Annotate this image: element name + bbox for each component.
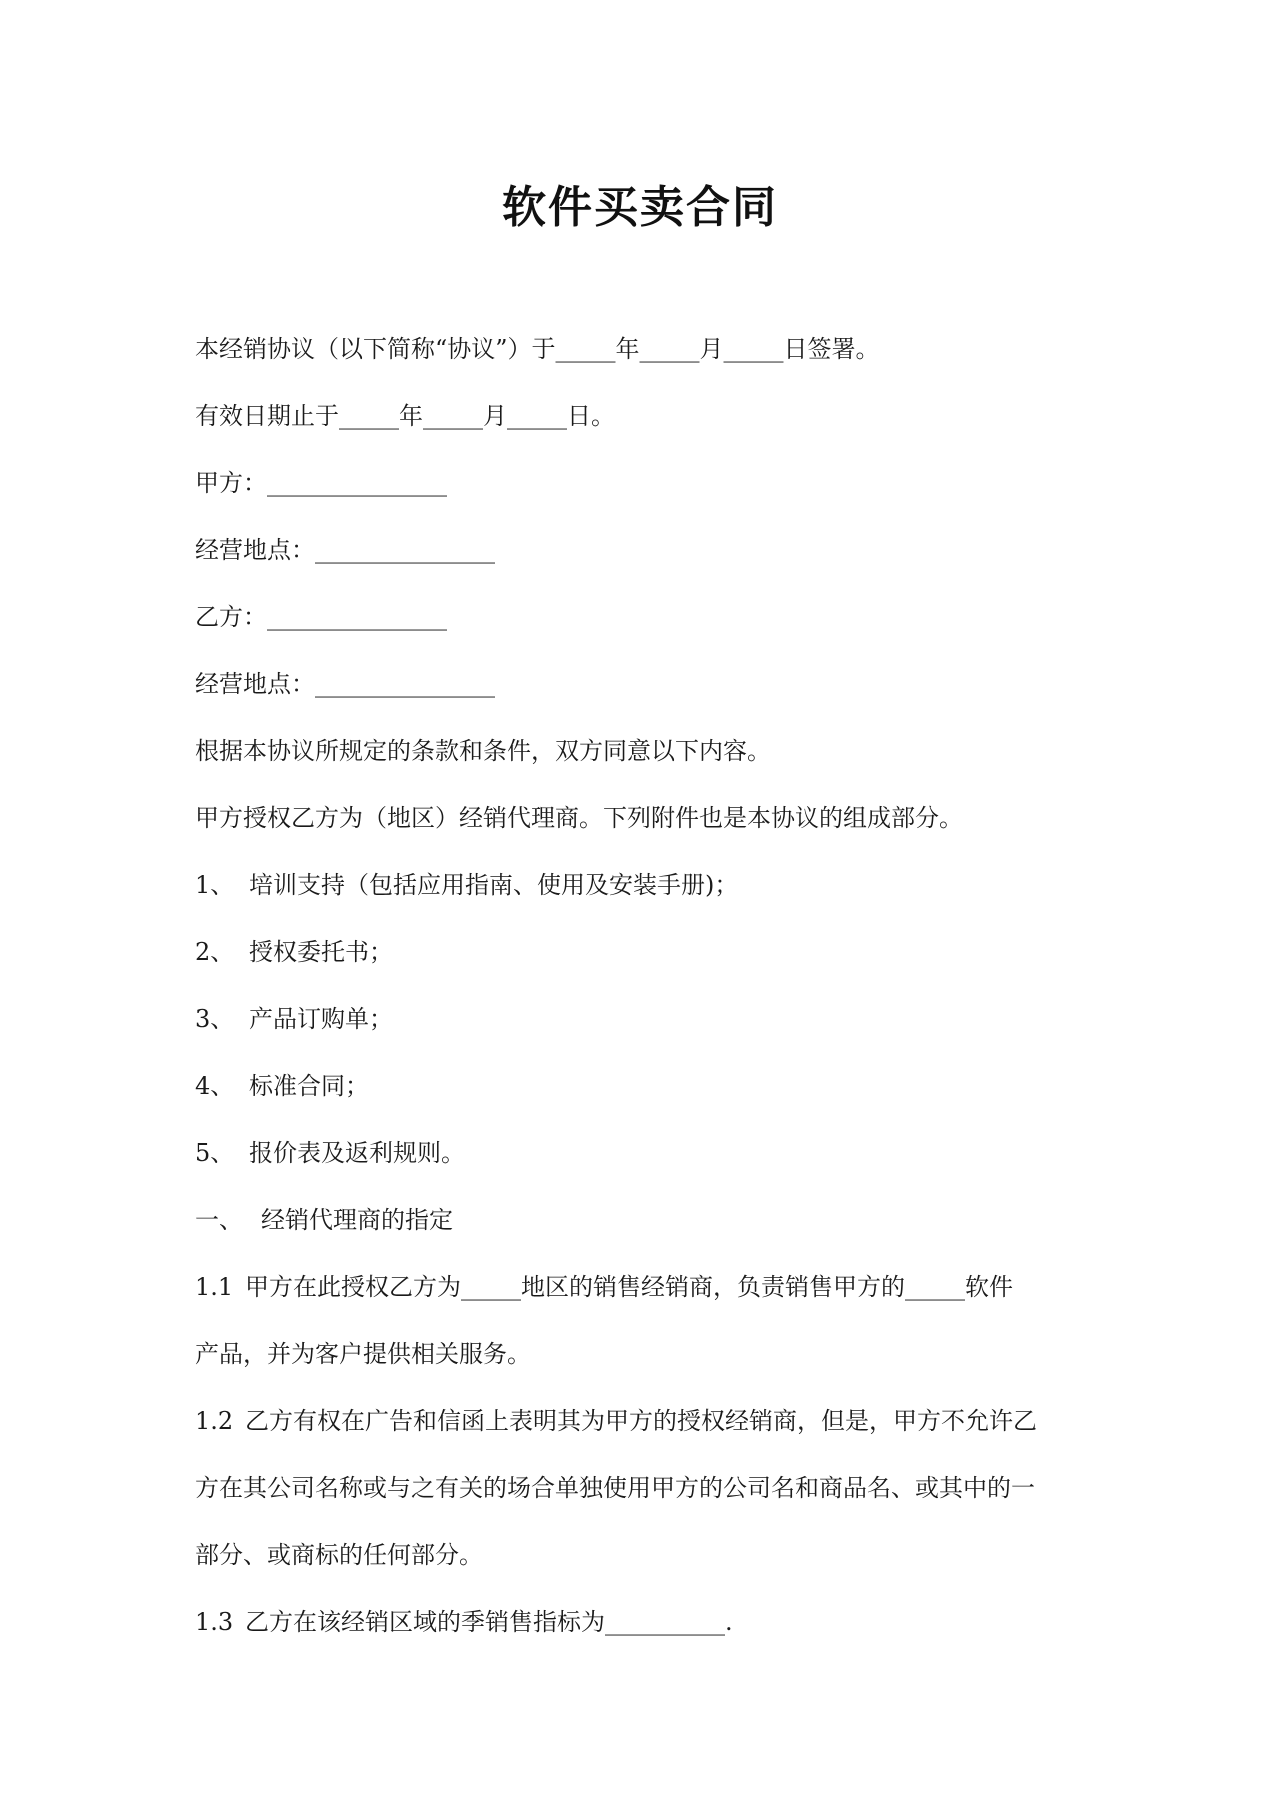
attachment-text: 产品订购单； <box>249 1005 393 1033</box>
attachment-item <box>195 1003 1095 1035</box>
attachment-number: 1、 <box>195 871 235 899</box>
clause-number: 1.1 <box>195 1273 234 1301</box>
attachment-item <box>195 1137 1095 1169</box>
clause-text: 乙方有权在广告和信函上表明其为甲方的授权经销商，但是，甲方不允许乙 <box>245 1407 1037 1435</box>
party-b-location-line: 经营地点：_______________ <box>195 670 495 698</box>
attachment-number: 3、 <box>195 1005 235 1033</box>
attachment-text: 报价表及返利规则。 <box>249 1139 465 1167</box>
document-body <box>195 333 1095 1673</box>
attachment-number: 4、 <box>195 1072 235 1100</box>
attachment-item <box>195 1070 1095 1102</box>
attachment-item <box>195 869 1095 901</box>
attachment-text: 授权委托书； <box>249 938 393 966</box>
party-a-location-line: 经营地点：_______________ <box>195 536 495 564</box>
party-a-line: 甲方：_______________ <box>195 469 447 497</box>
clause-1-1-line-2: 产品，并为客户提供相关服务。 <box>195 1340 531 1368</box>
clause-text: 甲方在此授权乙方为_____地区的销售经销商，负责销售甲方的_____软件 <box>245 1273 1013 1301</box>
agreement-line: 根据本协议所规定的条款和条件，双方同意以下内容。 <box>195 737 771 765</box>
clause-number: 1.3 <box>195 1608 234 1636</box>
attachment-text: 培训支持（包括应用指南、使用及安装手册)； <box>249 871 739 899</box>
attachment-text: 标准合同； <box>249 1072 369 1100</box>
clause-1-2-line-1 <box>195 1405 1095 1437</box>
clause-1-1-line-1 <box>195 1271 1095 1303</box>
clause-1-3-line-1 <box>195 1606 1095 1638</box>
document-title: 软件买卖合同 <box>502 182 778 233</box>
clause-1-2-line-2: 方在其公司名称或与之有关的场合单独使用甲方的公司名和商品名、或其中的一 <box>195 1474 1035 1502</box>
section-number: 一、 <box>195 1206 243 1234</box>
clause-number: 1.2 <box>195 1407 234 1435</box>
party-b-line: 乙方：_______________ <box>195 603 447 631</box>
attachment-item <box>195 936 1095 968</box>
authorization-line: 甲方授权乙方为（地区）经销代理商。下列附件也是本协议的组成部分。 <box>195 804 963 832</box>
sign-date-line: 本经销协议（以下简称“协议”）于_____年_____月_____日签署。 <box>195 335 880 363</box>
attachment-number: 5、 <box>195 1139 235 1167</box>
section-title: 经销代理商的指定 <box>261 1206 453 1234</box>
valid-until-line: 有效日期止于_____年_____月_____日。 <box>195 402 615 430</box>
clause-1-2-line-3: 部分、或商标的任何部分。 <box>195 1541 483 1569</box>
attachment-number: 2、 <box>195 938 235 966</box>
section-heading <box>195 1204 1095 1236</box>
clause-text: 乙方在该经销区域的季销售指标为__________. <box>245 1608 733 1636</box>
